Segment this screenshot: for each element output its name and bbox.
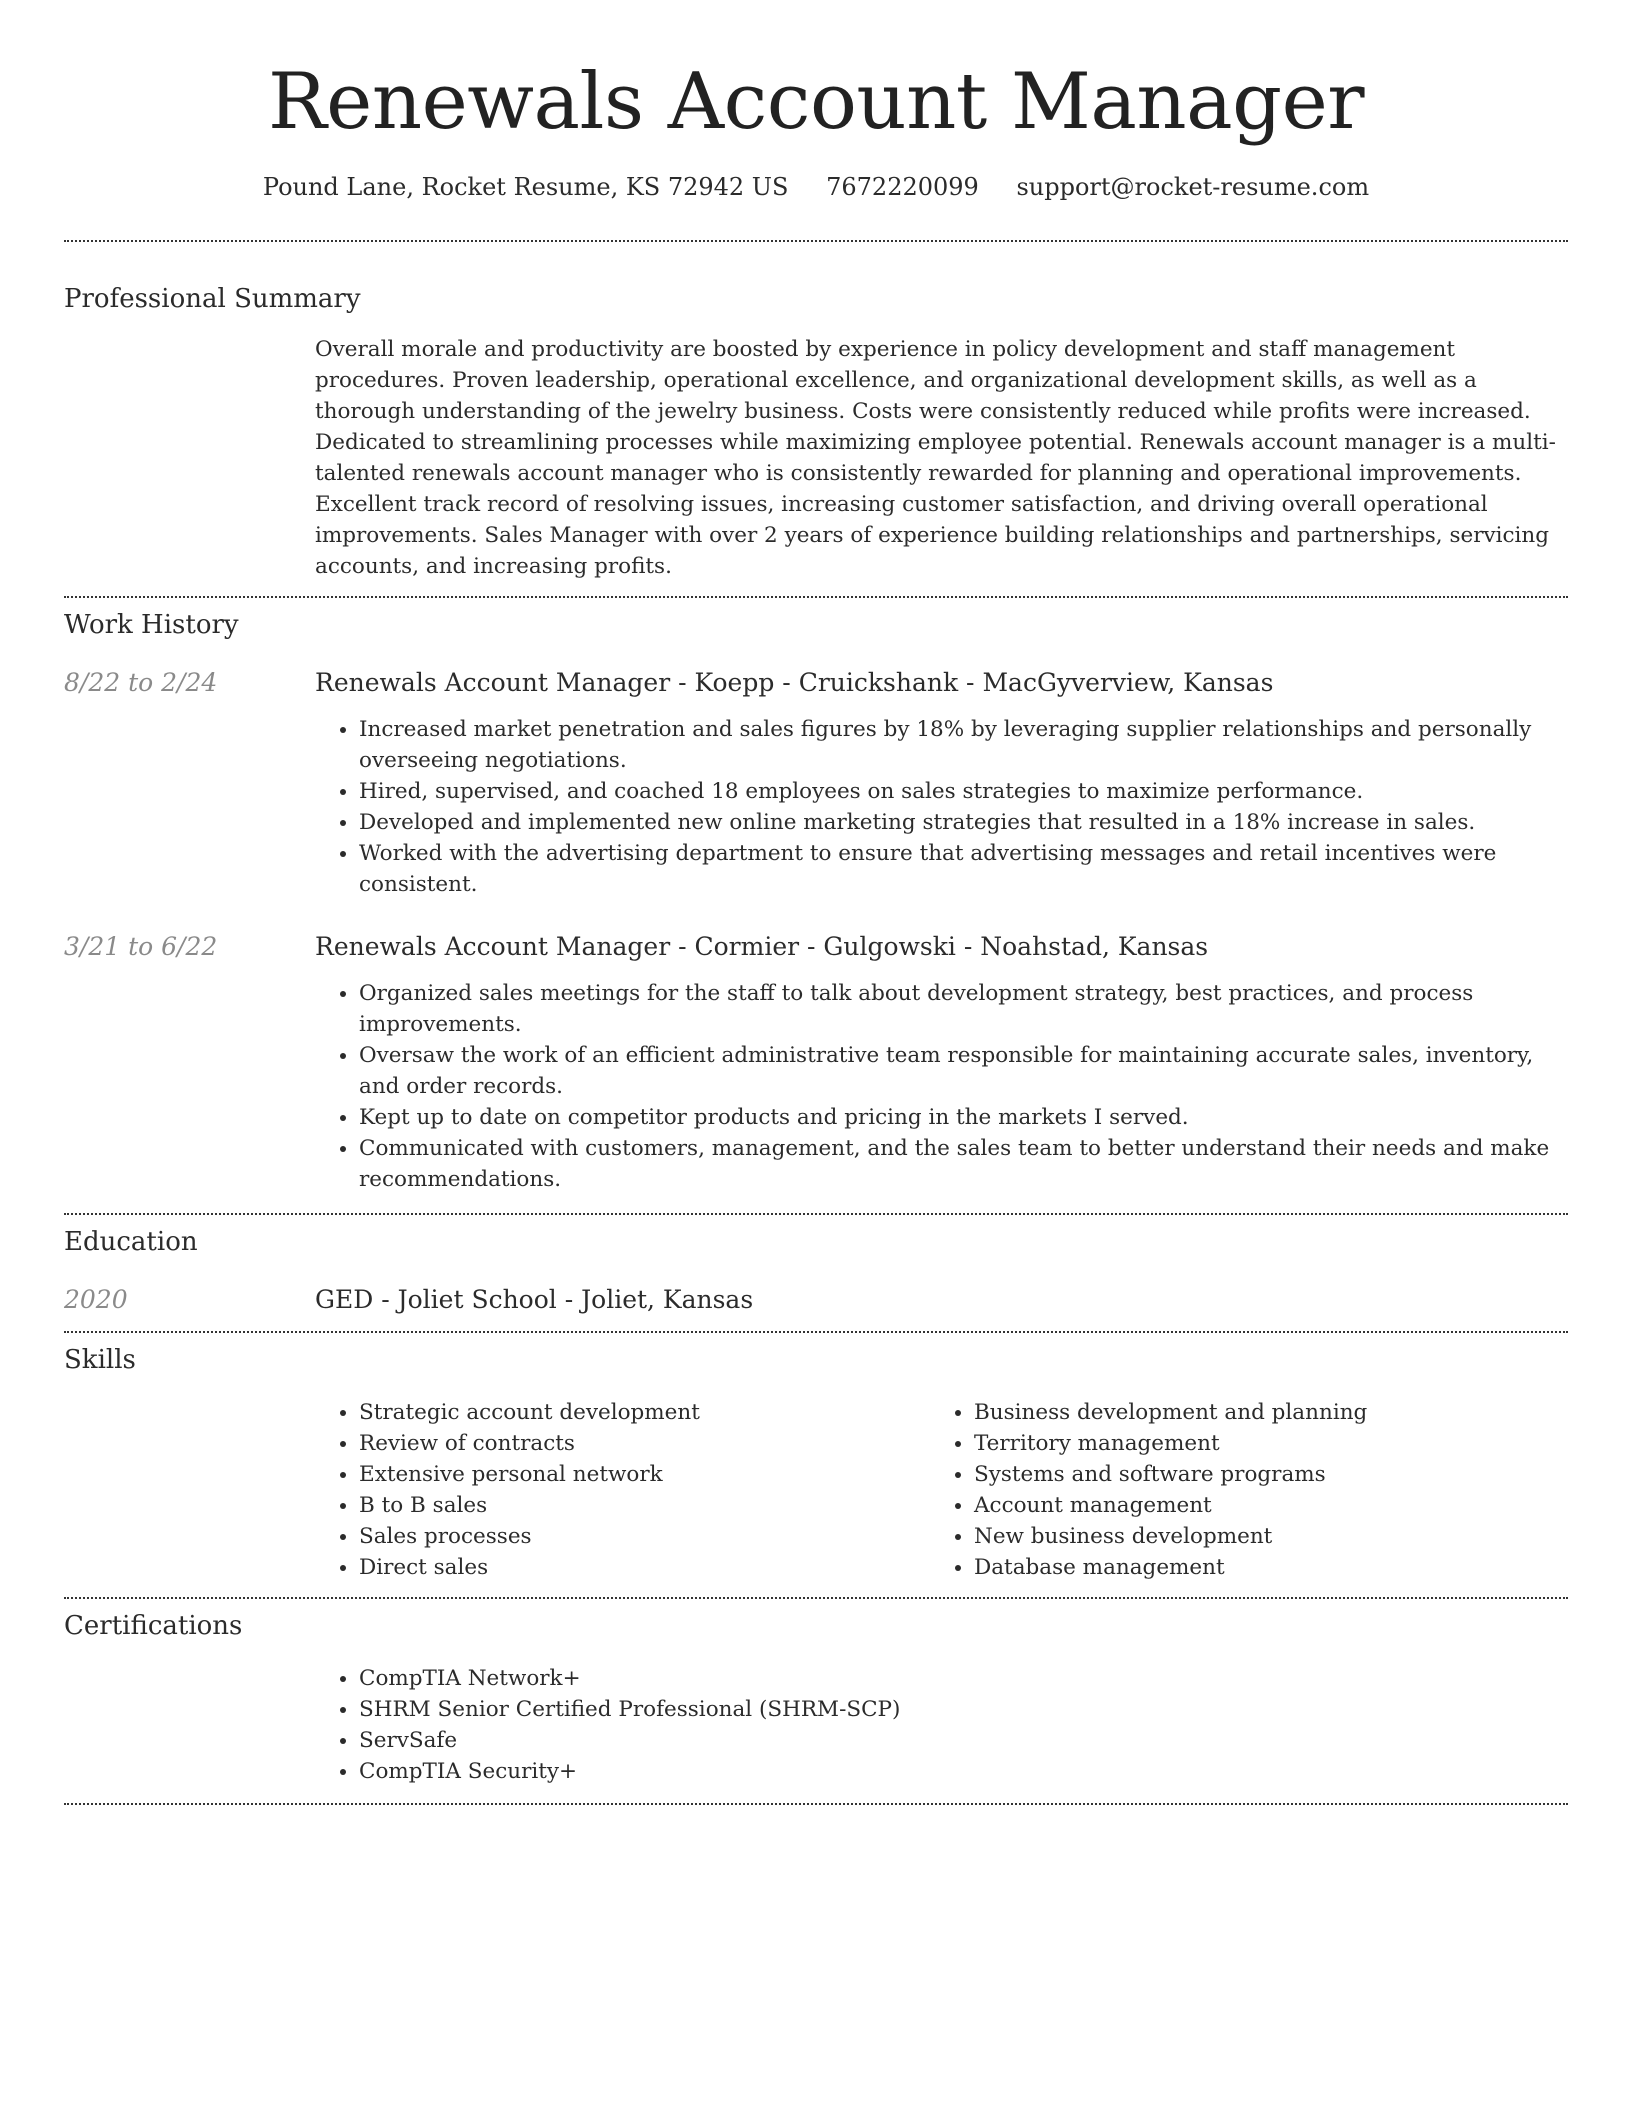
skill-item: • Database management [974, 1552, 1545, 1583]
certifications-section [64, 1599, 1568, 1787]
contact-line [64, 170, 1568, 204]
job-bullet: • Oversaw the work of an efficient administrative team responsible for maintaining accurate sales, inventory, and order records. [359, 1040, 1568, 1102]
job-bullets [315, 978, 1568, 1195]
job-bullet: • Hired, supervised, and coached 18 employees on sales strategies to maximize performance. [359, 776, 1568, 807]
certifications-list [315, 1663, 1568, 1787]
summary-title: Professional Summary [64, 284, 361, 314]
contact-phone: 7672220099 [826, 173, 979, 201]
skill-item: • Systems and software programs [974, 1459, 1545, 1490]
skill-item: • New business development [974, 1521, 1545, 1552]
skill-item: • Extensive personal network [359, 1459, 930, 1490]
work-section [64, 598, 1568, 1195]
work-title: Work History [64, 610, 239, 640]
skill-item: • Territory management [974, 1428, 1545, 1459]
skills-title: Skills [64, 1345, 136, 1375]
job-bullet: • Kept up to date on competitor products and pricing in the markets I served. [359, 1102, 1568, 1133]
certifications-title: Certifications [64, 1611, 243, 1641]
education-title: Education [64, 1227, 198, 1257]
education-entry [64, 1283, 1568, 1317]
education-text: GED - Joliet School - Joliet, Kansas [315, 1285, 754, 1314]
skills-grid [315, 1397, 1568, 1583]
job-entry [64, 666, 1568, 900]
job-bullet: • Organized sales meetings for the staff to talk about development strategy, best practices, and process improvements. [359, 978, 1568, 1040]
education-date: 2020 [64, 1285, 128, 1314]
resume-header [64, 0, 1568, 204]
summary-section [64, 242, 1568, 582]
section-divider [64, 1803, 1568, 1805]
certification-item: • ServSafe [359, 1725, 1568, 1756]
skills-list-left [315, 1397, 930, 1583]
job-entry [64, 930, 1568, 1195]
job-dates: 8/22 to 2/24 [64, 668, 218, 697]
job-bullet: • Worked with the advertising department to ensure that advertising messages and retail incentives were consistent. [359, 838, 1568, 900]
skill-item: • Business development and planning [974, 1397, 1545, 1428]
skill-item: • Sales processes [359, 1521, 930, 1552]
job-dates: 3/21 to 6/22 [64, 932, 218, 961]
skills-list-right [930, 1397, 1545, 1583]
contact-address: Pound Lane, Rocket Resume, KS 72942 US [262, 173, 789, 201]
job-bullet: • Developed and implemented new online marketing strategies that resulted in a 18% increase in sales. [359, 807, 1568, 838]
job-title: Renewals Account Manager - Cormier - Gulgowski - Noahstad, Kansas [315, 932, 1209, 961]
certification-item: • SHRM Senior Certified Professional (SHRM-SCP) [359, 1694, 1568, 1725]
job-bullets [315, 714, 1568, 900]
contact-email: support@rocket-resume.com [1016, 173, 1370, 201]
job-title: Renewals Account Manager - Koepp - Cruickshank - MacGyverview, Kansas [315, 668, 1274, 697]
skill-item: • Review of contracts [359, 1428, 930, 1459]
candidate-name: Renewals Account Manager [267, 57, 1365, 147]
certification-item: • CompTIA Network+ [359, 1663, 1568, 1694]
job-bullet: • Increased market penetration and sales figures by 18% by leveraging supplier relationships and personally overseeing negotiations. [359, 714, 1568, 776]
skill-item: • Strategic account development [359, 1397, 930, 1428]
skills-section [64, 1333, 1568, 1583]
education-section [64, 1215, 1568, 1317]
job-bullet: • Communicated with customers, management, and the sales team to better understand their needs and make recommendations. [359, 1133, 1568, 1195]
skill-item: • B to B sales [359, 1490, 930, 1521]
certification-item: • CompTIA Security+ [359, 1756, 1568, 1787]
summary-text: Overall morale and productivity are boosted by experience in policy development and staff management procedures. Proven leadership, operational excellence, and organizational development skills, as well as a thorough understanding of the jewelry business. Costs were consistently reduced while profits were increased. Dedicated to streamlining processes while maximizing employee potential. Renewals account manager is a multi-talented renewals account manager who is consistently rewarded for planning and operational improvements. Excellent track record of resolving issues, increasing customer satisfaction, and driving overall operational improvements. Sales Manager with over 2 years of experience building relationships and partnerships, servicing accounts, and increasing profits. [315, 337, 1556, 579]
skill-item: • Account management [974, 1490, 1545, 1521]
skill-item: • Direct sales [359, 1552, 930, 1583]
